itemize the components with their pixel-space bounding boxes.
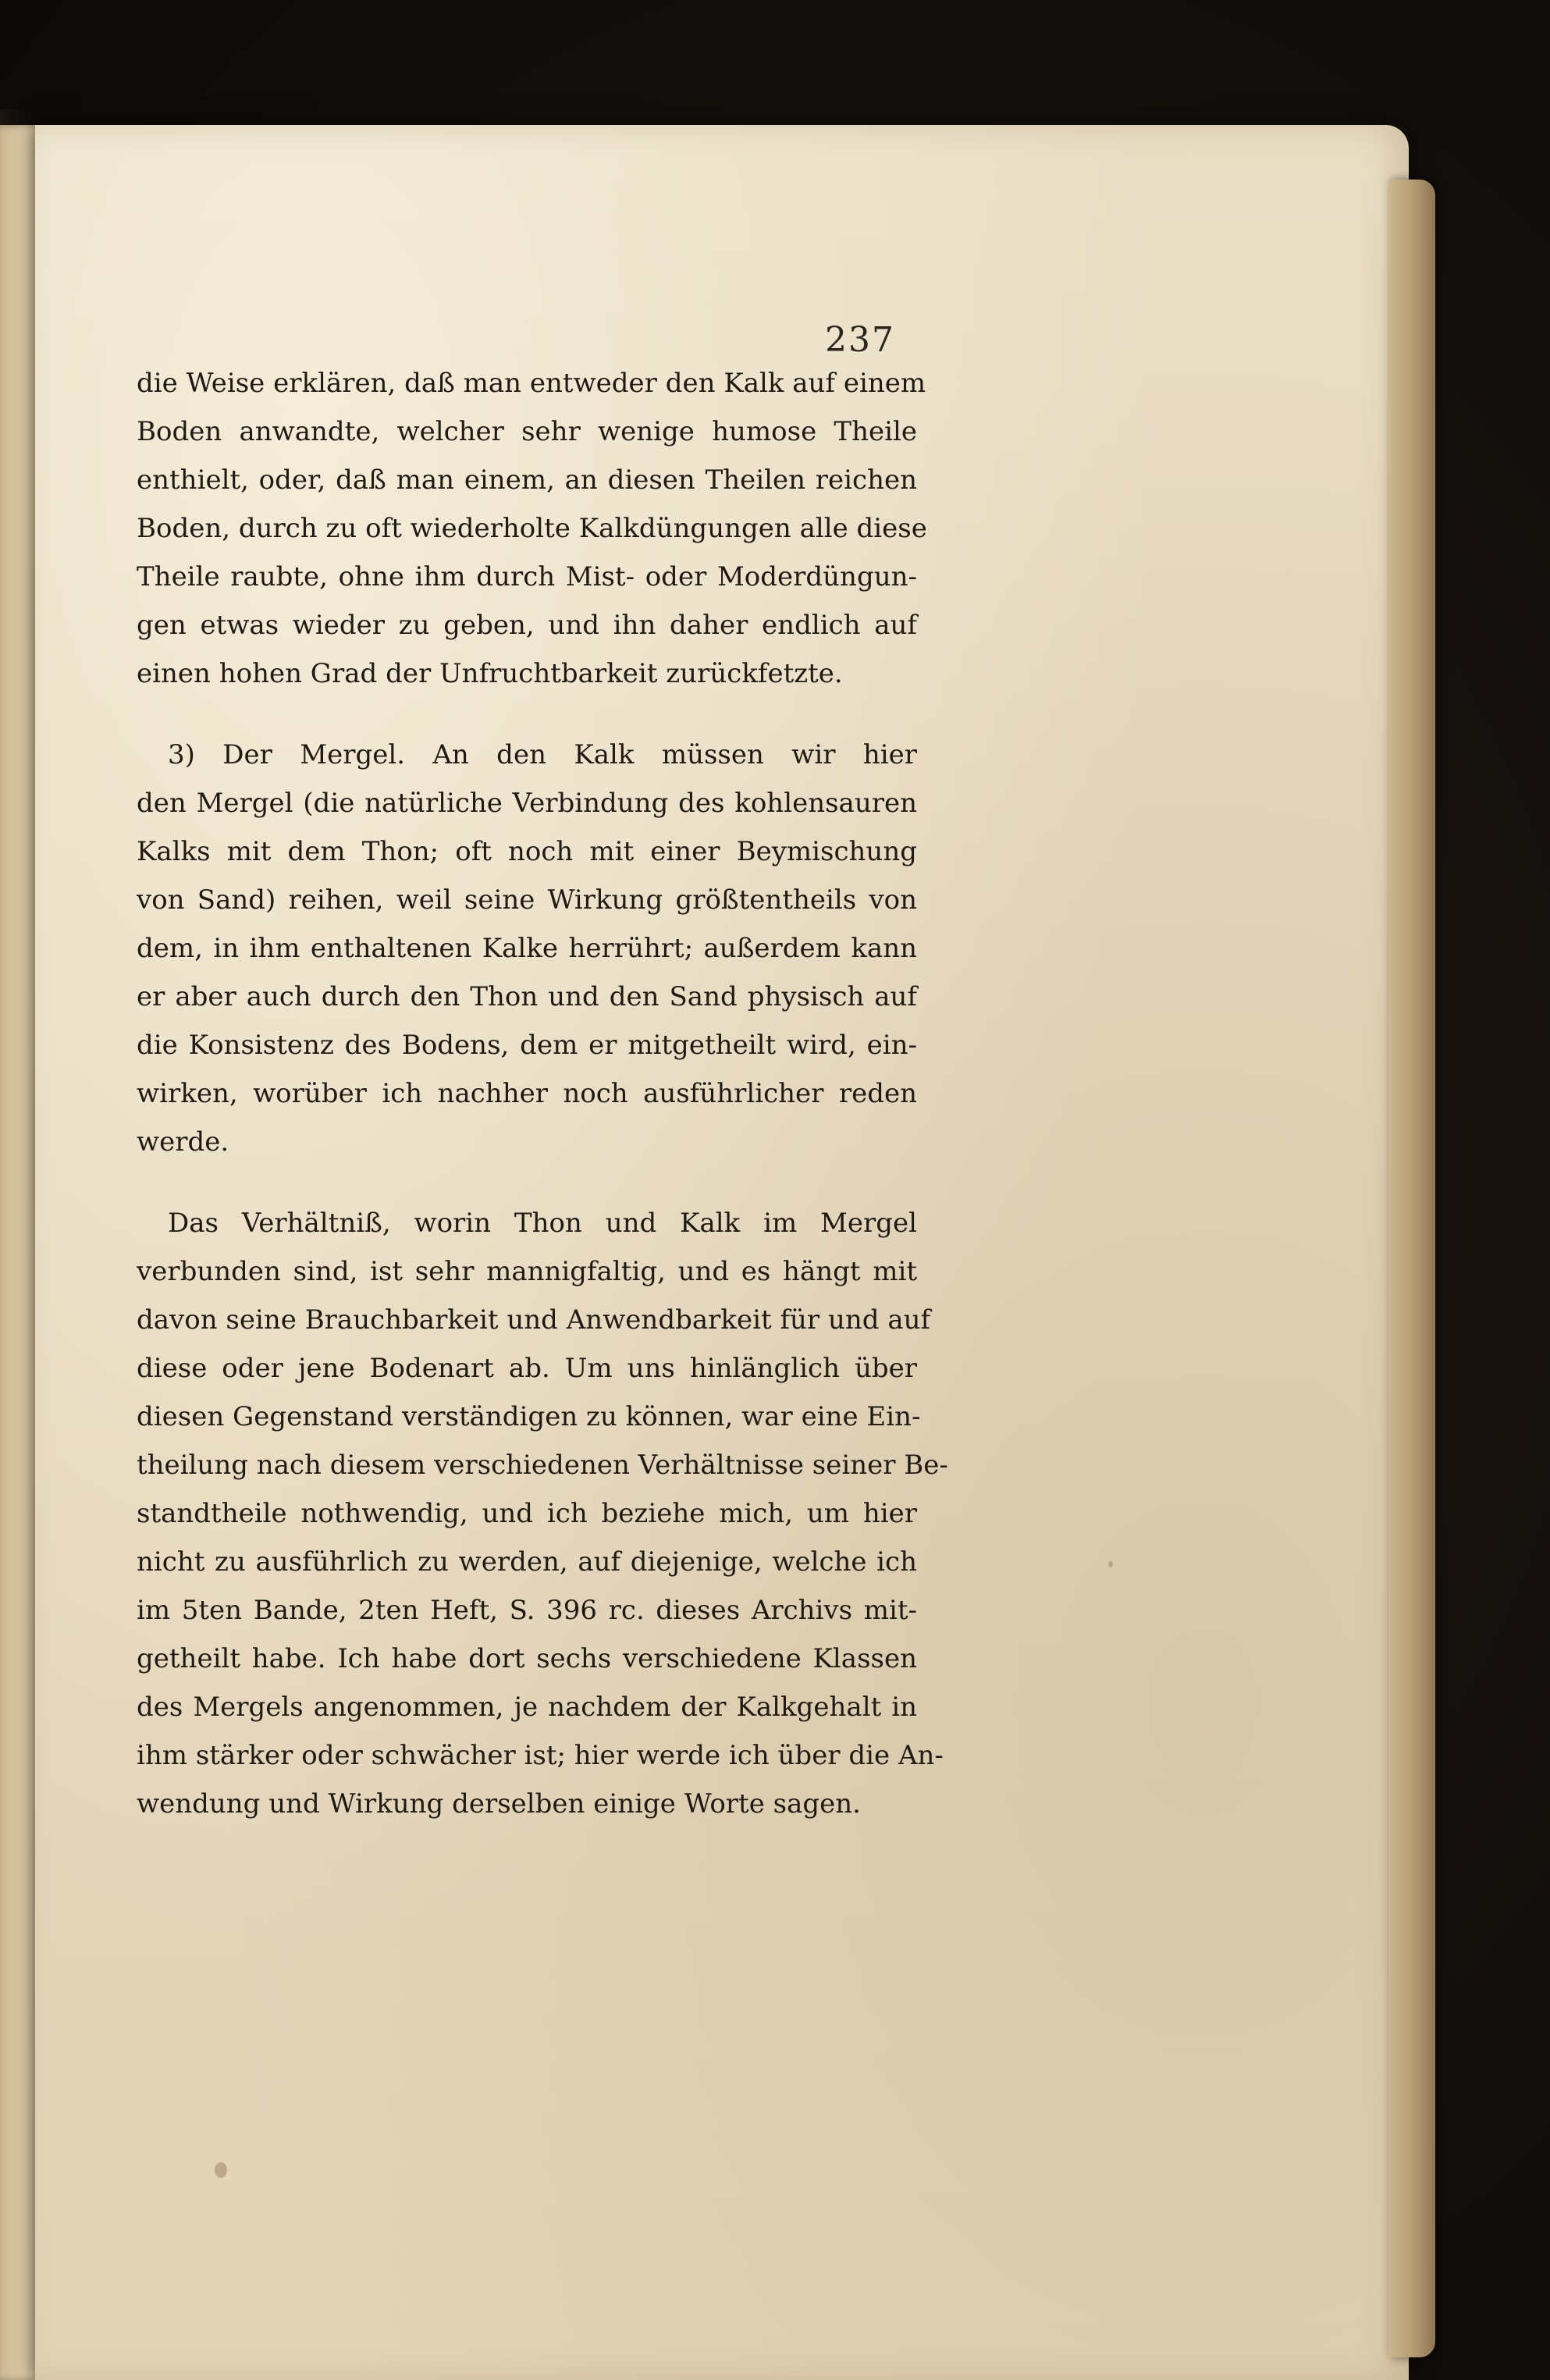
page-fore-edge [1388, 180, 1435, 2357]
body-text [137, 359, 948, 1861]
paragraph-3 [137, 1199, 948, 1828]
text-line: ihm stärker oder schwächer ist; hier werde ich über die An- [137, 1740, 944, 1771]
book-page [35, 125, 1409, 2380]
text-line: dem, in ihm enthaltenen Kalke herrührt; außerdem kann [137, 933, 917, 964]
text-line: einen hohen Grad der Unfruchtbarkeit zurückfetzte. [137, 658, 843, 689]
text-line: nicht zu ausführlich zu werden, auf diejenige, welche ich [137, 1546, 917, 1578]
text-line: im 5ten Bande, 2ten Heft, S. 396 rc. dieses Archivs mit- [137, 1595, 917, 1626]
text-line: von Sand) reihen, weil seine Wirkung größtentheils von [137, 884, 917, 916]
text-line: er aber auch durch den Thon und den Sand physisch auf [137, 981, 917, 1012]
text-line: getheilt habe. Ich habe dort sechs verschiedene Klassen [137, 1643, 917, 1674]
text-line: den Mergel (die natürliche Verbindung des kohlensauren [137, 788, 917, 819]
text-line: gen etwas wieder zu geben, und ihn daher endlich auf [137, 610, 917, 641]
text-line: diese oder jene Bodenart ab. Um uns hinlänglich über [137, 1353, 917, 1384]
text-line: Theile raubte, ohne ihm durch Mist- oder Moderdüngun- [137, 561, 917, 592]
paragraph-2 [137, 731, 917, 1166]
text-line: die Konsistenz des Bodens, dem er mitgetheilt wird, ein- [137, 1030, 917, 1061]
text-line: die Weise erklären, daß man entweder den Kalk auf einem [137, 368, 926, 399]
foxing-spot [1108, 1561, 1113, 1567]
text-line: des Mergels angenommen, je nachdem der Kalkgehalt in [137, 1692, 917, 1723]
text-line: 3) Der Mergel. An den Kalk müssen wir hier [168, 739, 917, 770]
text-line: enthielt, oder, daß man einem, an diesen Theilen reichen [137, 464, 917, 496]
text-line: theilung nach diesem verschiedenen Verhältnisse seiner Be- [137, 1450, 948, 1481]
paragraph-1 [137, 359, 927, 698]
foxing-spot [215, 2162, 227, 2178]
text-line: Das Verhältniß, worin Thon und Kalk im Mergel [168, 1208, 917, 1239]
page-number: 237 [825, 320, 895, 360]
text-line: davon seine Brauchbarkeit und Anwendbarkeit für und auf [137, 1304, 931, 1336]
text-line: Kalks mit dem Thon; oft noch mit einer Beymischung [137, 836, 917, 867]
text-line: Boden, durch zu oft wiederholte Kalkdüngungen alle diese [137, 513, 927, 544]
text-line: wirken, worüber ich nachher noch ausführlicher reden [137, 1078, 917, 1109]
text-line: standtheile nothwendig, und ich beziehe mich, um hier [137, 1498, 917, 1529]
text-line: diesen Gegenstand verständigen zu können, war eine Ein- [137, 1401, 921, 1432]
text-line: Boden anwandte, welcher sehr wenige humose Theile [137, 416, 917, 447]
text-line: werde. [137, 1126, 229, 1158]
text-line: verbunden sind, ist sehr mannigfaltig, und es hängt mit [137, 1256, 917, 1287]
text-line: wendung und Wirkung derselben einige Worte sagen. [137, 1788, 861, 1820]
